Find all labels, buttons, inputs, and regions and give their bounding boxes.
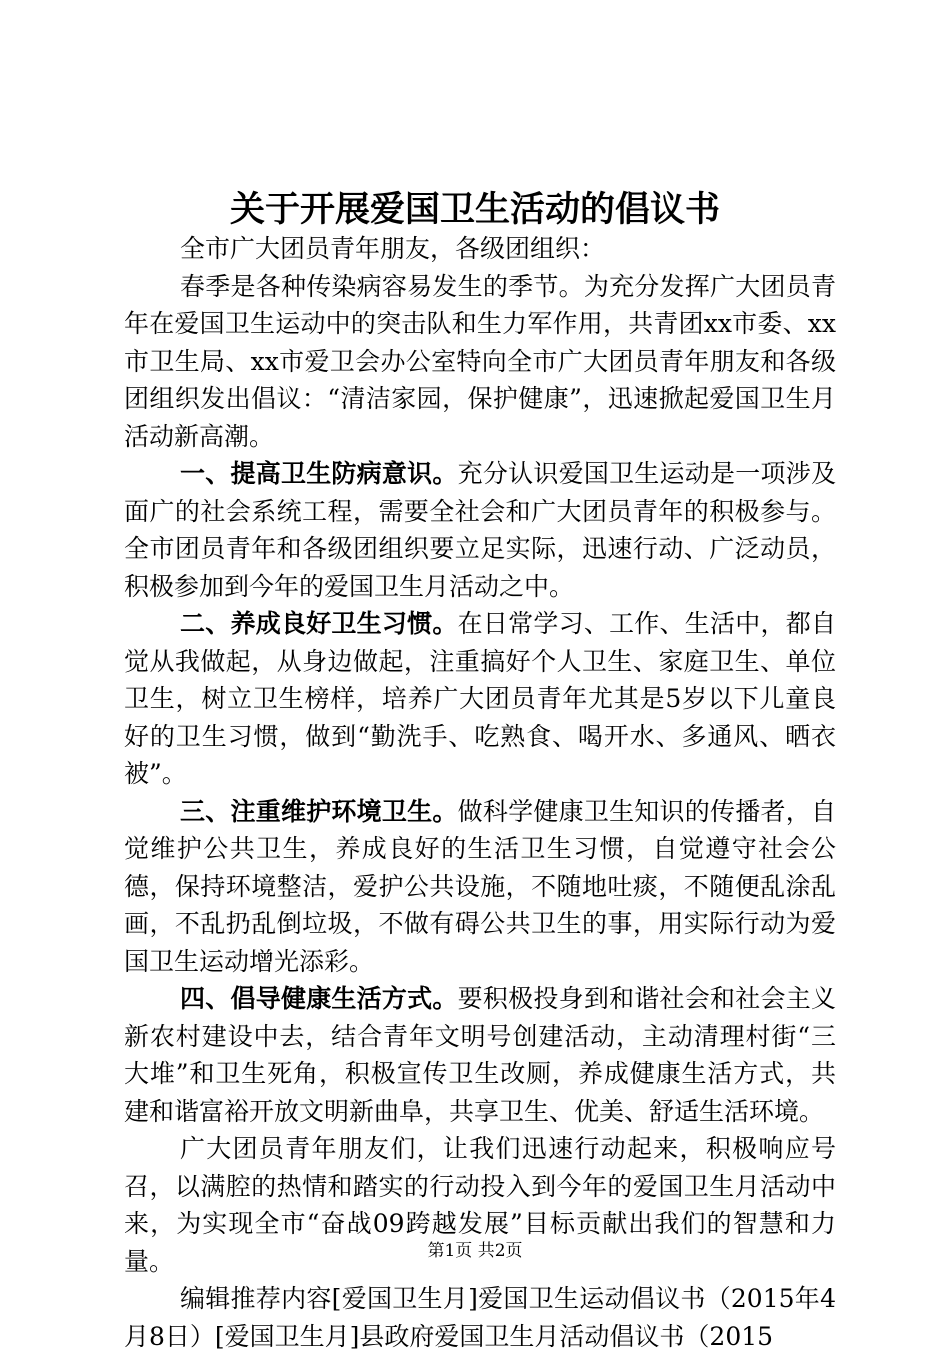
item-text: 做科学健康卫生知识的传播者，自觉维护公共卫生，养成良好的生活卫生习惯，自觉遵守社会公德，保持环境整洁，爱护公共设施，不随地吐痰，不随便乱涂乱画，不乱扔乱倒垃圾，不做有碍公共卫生的事，用实际行动为爱国卫生运动增光添彩。 bbox=[124, 796, 836, 976]
document-title: 关于开展爱国卫生活动的倡议书 bbox=[229, 189, 720, 230]
item-text: 要积极投身到和谐社会和社会主义新农村建设中去，结合青年文明号创建活动，主动清理村街“三大堆”和卫生死角，积极宣传卫生改厕，养成健康生活方式，共建和谐富裕开放文明新曲阜，共享卫生、优美、舒适生活环境。 bbox=[124, 984, 836, 1126]
item-paragraph-1 bbox=[124, 455, 836, 605]
item-heading: 二、养成良好卫生习惯。 bbox=[180, 609, 458, 638]
salutation: 全市广大团员青年朋友，各级团组织： bbox=[180, 234, 606, 263]
recommend-paragraph: 编辑推荐内容[爱国卫生月]爱国卫生运动倡议书（2015年4月8日）[爱国卫生月]县政府爱国卫生月活动倡议书（2015 bbox=[124, 1284, 836, 1351]
item-paragraph-3 bbox=[124, 793, 836, 981]
item-paragraph-2 bbox=[124, 605, 836, 793]
item-heading: 三、注重维护环境卫生。 bbox=[180, 796, 458, 826]
item-heading: 一、提高卫生防病意识。 bbox=[180, 459, 458, 488]
page-footer: 第1页 共2页 bbox=[427, 1241, 523, 1261]
item-text: 在日常学习、工作、生活中，都自觉从我做起，从身边做起，注重搞好个人卫生、家庭卫生、单位卫生，树立卫生榜样，培养广大团员青年尤其是5岁以下儿童良好的卫生习惯，做到“勤洗手、吃熟食、喝开水、多通风、晒衣被”。 bbox=[124, 609, 836, 788]
intro-paragraph: 春季是各种传染病容易发生的季节。为充分发挥广大团员青年在爱国卫生运动中的突击队和生力军作用，共青团xx市委、xx市卫生局、xx市爱卫会办公室特向全市广大团员青年朋友和各级团组织发出倡议：“清洁家园，保护健康”，迅速掀起爱国卫生月活动新高潮。 bbox=[124, 271, 836, 451]
closing-paragraph: 广大团员青年朋友们，让我们迅速行动起来，积极响应号召，以满腔的热情和踏实的行动投入到今年的爱国卫生月活动中来，为实现全市“奋战09跨越发展”目标贡献出我们的智慧和力量。 bbox=[124, 1134, 836, 1276]
document-body bbox=[124, 230, 836, 1355]
item-paragraph-4 bbox=[124, 980, 836, 1130]
item-text: 充分认识爱国卫生运动是一项涉及面广的社会系统工程，需要全社会和广大团员青年的积极参与。全市团员青年和各级团组织要立足实际，迅速行动、广泛动员，积极参加到今年的爱国卫生月活动之中。 bbox=[124, 459, 836, 601]
item-heading: 四、倡导健康生活方式。 bbox=[180, 984, 458, 1013]
